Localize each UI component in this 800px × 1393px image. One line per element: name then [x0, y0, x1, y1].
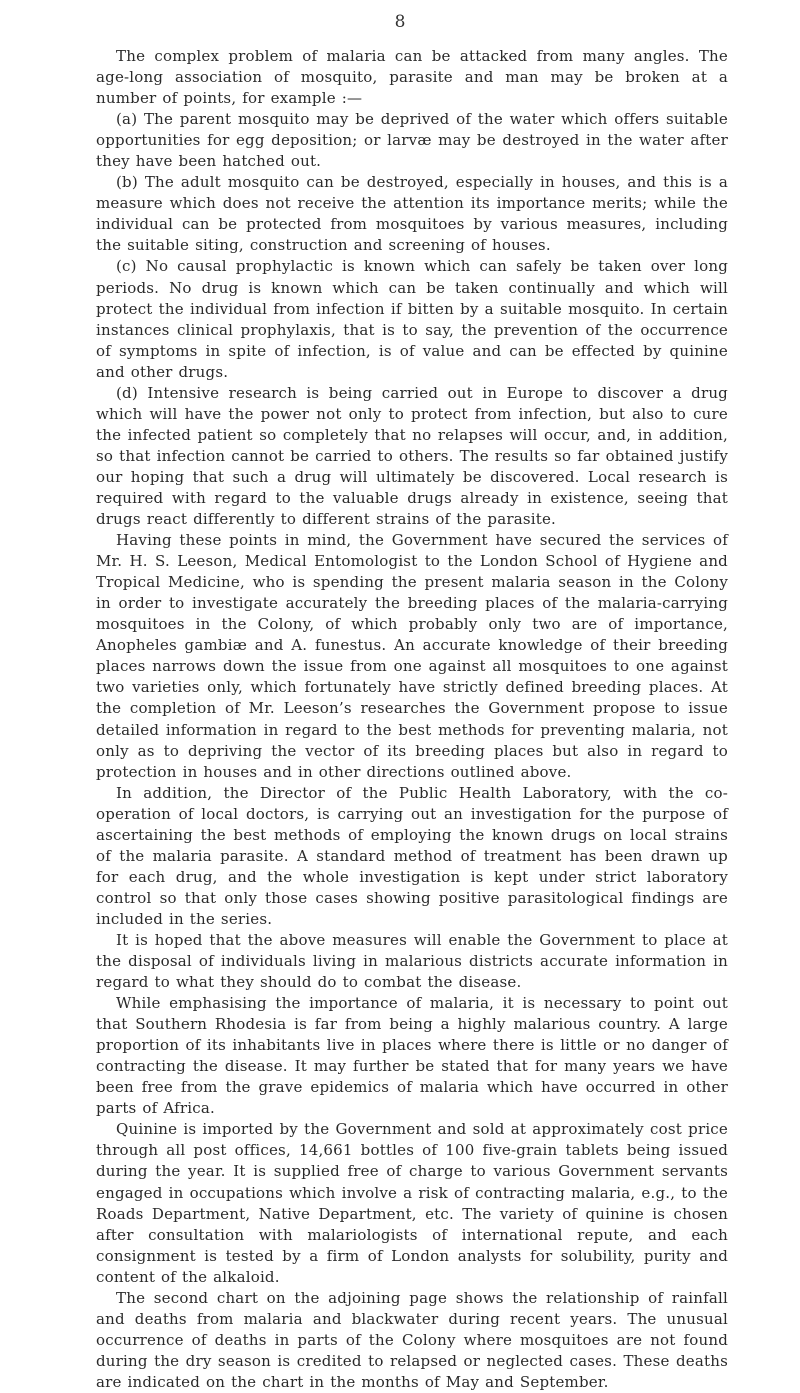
measures-paragraph: It is hoped that the above measures will enable the Government to place at the disposal of individuals living in malarious districts accurate information in regard to what they should do to combat the disease.	[96, 930, 728, 992]
point-a-paragraph: (a) The parent mosquito may be deprived of the water which offers suitable opportunities for egg deposition; or larvæ may be destroyed in the water after they have been hatched out.	[96, 110, 728, 171]
point-b-paragraph: (b) The adult mosquito can be destroyed, especially in houses, and this is a measure which does not receive the attention its importance merits; while the individual can be protected from mosquitoes by various measures, including the suitable siting, construction and screening of houses.	[96, 173, 728, 255]
point-d-paragraph: (d) Intensive research is being carried out in Europe to discover a drug which will have the power not only to protect from infection, but also to cure the infected patient so completely that no relapses will occur, and, in addition, so that infection cannot be carried to others. The results so far obtained justify our hoping that such a drug will ultimately be discovered. Local research is required with regard to the valuable drugs already in existence, seeing that drugs react differently to different strains of the parasite.	[96, 383, 728, 529]
leeson-paragraph: Having these points in mind, the Government have secured the services of Mr. H. S. Leeson, Medical Entomologist to the London School of Hygiene and Tropical Medicine, who is spending the present malaria season in the Colony in order to investigate accurately the breeding places of the malaria-carrying mosquitoes in the Colony, of which probably only two are of importance, Anopheles gambiæ and A. funestus. An accurate knowledge of their breeding places narrows down the issue from one against all mosquitoes to one against two varieties only, which fortunately have strictly defined breeding places. At the completion of Mr. Leeson’s researches the Government propose to issue detailed information in regard to the best methods for preventing malaria, not only as to depriving the vector of its breeding places but also in regard to protection in houses and in other directions outlined above.	[96, 531, 728, 781]
page-number: 8	[394, 12, 406, 32]
laboratory-paragraph: In addition, the Director of the Public Health Laboratory, with the co-operation of local doctors, is carrying out an investigation for the purpose of ascertaining the best methods of employing the known drugs on local strains of the malaria parasite. A standard method of treatment has been drawn up for each drug, and the whole investigation is kept under strict laboratory control so that only those cases showing positive parasitological findings are included in the series.	[96, 783, 728, 928]
quinine-paragraph: Quinine is imported by the Government and sold at approximately cost price through all post offices, 14,661 bottles of 100 five-grain tablets being issued during the year. It is supplied free of charge to various Government servants engaged in occupations which involve a risk of contracting malaria, e.g., to the Roads Department, Native Department, etc. The variety of quinine is chosen after consultation with malariologists of international repute, and each consignment is tested by a firm of London analysts for solubility, purity and content of the alkaloid.	[96, 1120, 728, 1286]
body-text	[96, 46, 728, 1393]
rhodesia-paragraph: While emphasising the importance of malaria, it is necessary to point out that Southern Rhodesia is far from being a highly malarious country. A large proportion of its inhabitants live in places where there is little or no danger of contracting the disease. It may further be stated that for many years we have been free from the grave epidemics of malaria which have occurred in other parts of Africa.	[96, 994, 728, 1118]
chart-reference-paragraph: The second chart on the adjoining page shows the relationship of rainfall and deaths from malaria and blackwater during recent years. The unusual occurrence of deaths in parts of the Colony where mosquitoes are not found during the dry season is credited to relapsed or neglected cases. These deaths are indicated on the chart in the months of May and September.	[96, 1288, 728, 1391]
point-c-paragraph: (c) No causal prophylactic is known which can safely be taken over long periods. No drug is known which can be taken continually and which will protect the individual from infection if bitten by a suitable mosquito. In certain instances clinical prophylaxis, that is to say, the prevention of the occurrence of symptoms in spite of infection, is of value and can be effected by quinine and other drugs.	[96, 257, 728, 381]
intro-paragraph: The complex problem of malaria can be attacked from many angles. The age-long association of mosquito, parasite and man may be broken at a number of points, for example :—	[96, 47, 728, 108]
